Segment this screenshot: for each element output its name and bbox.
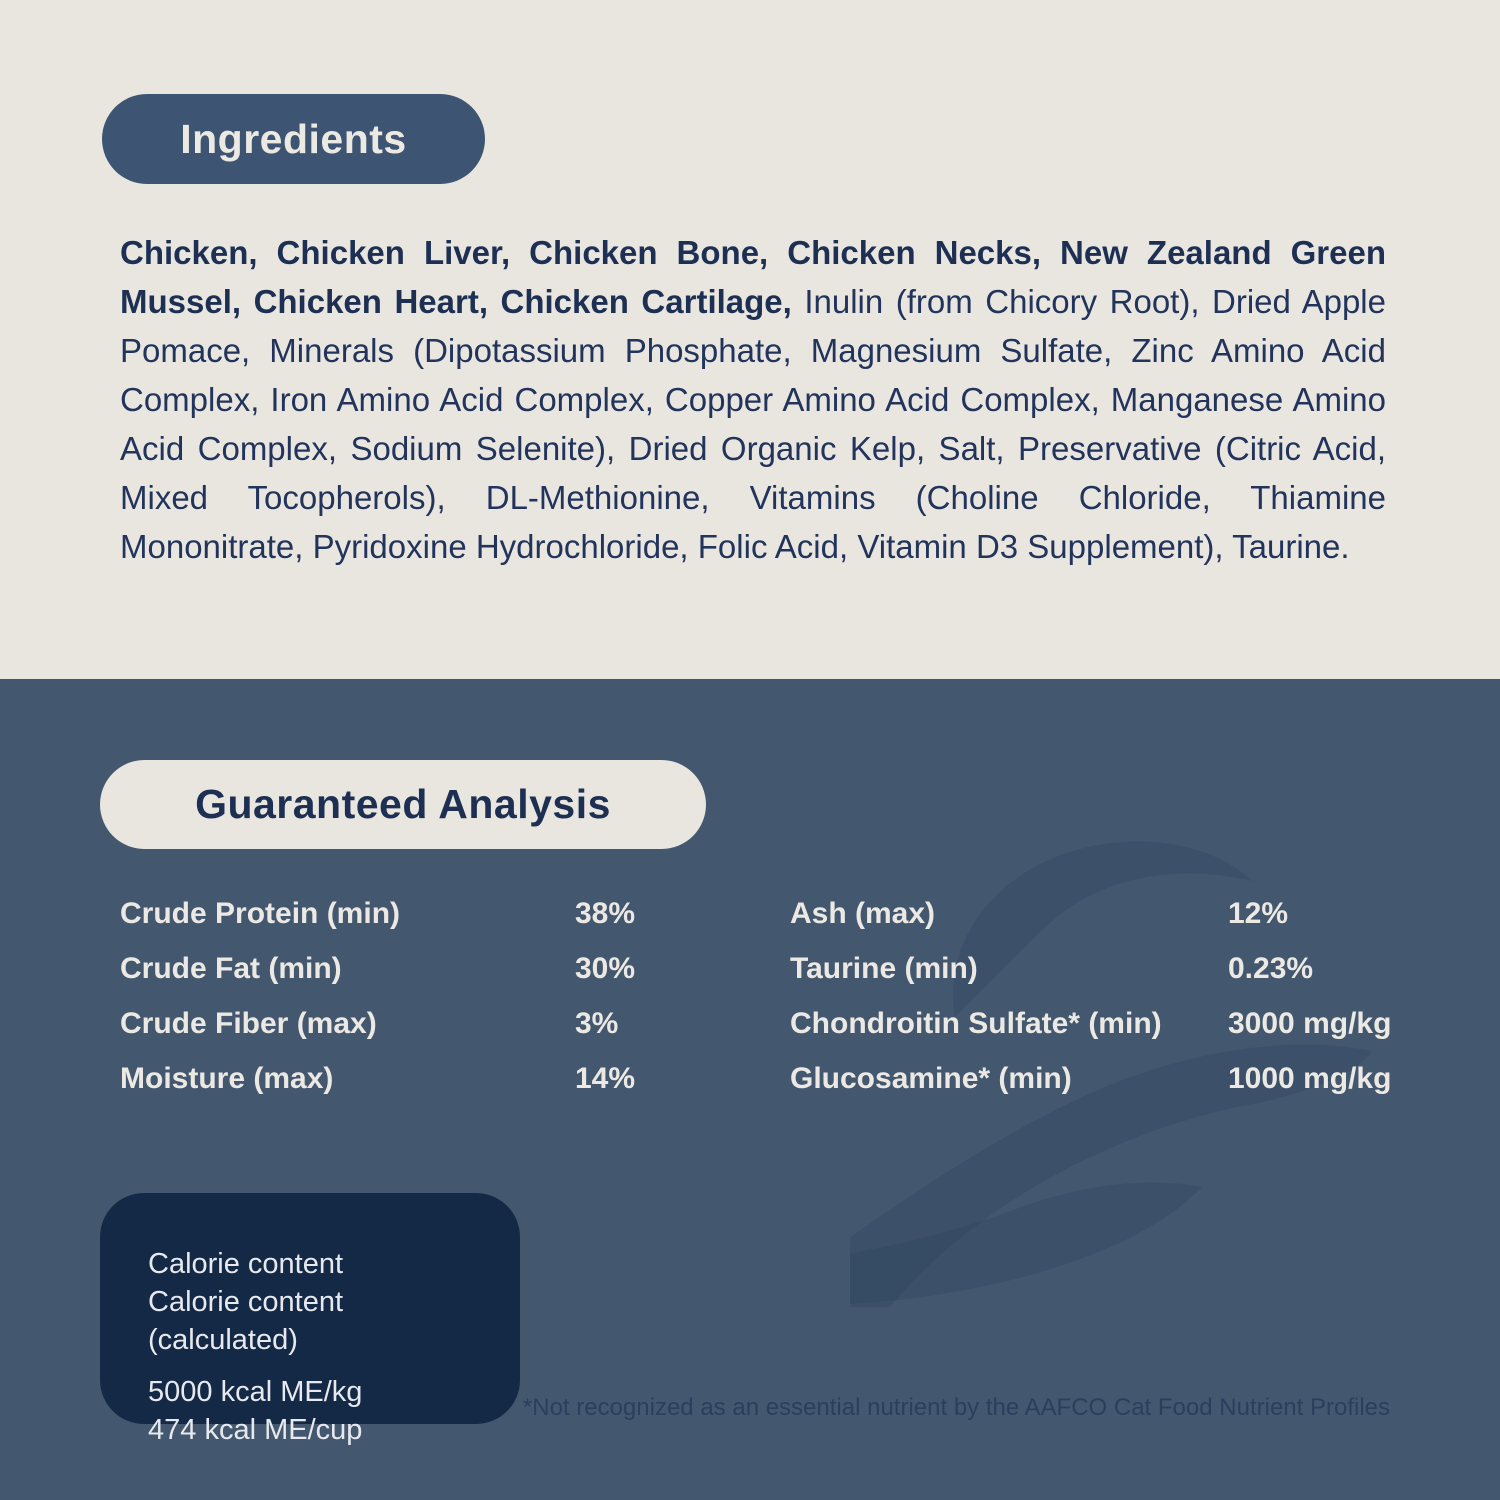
analysis-row-crude-fat bbox=[120, 952, 740, 983]
analysis-label: Chondroitin Sulfate* (min) bbox=[790, 1007, 1162, 1040]
analysis-value: 38% bbox=[575, 897, 636, 930]
analysis-label: Moisture (max) bbox=[120, 1062, 334, 1095]
analysis-row-ash bbox=[790, 897, 1430, 928]
analysis-row-taurine bbox=[790, 952, 1430, 983]
analysis-row-chondroitin bbox=[790, 1007, 1430, 1038]
analysis-value: 1000 mg/kg bbox=[1228, 1062, 1392, 1095]
aafco-footnote: *Not recognized as an essential nutrient by the AAFCO Cat Food Nutrient Profiles bbox=[522, 1394, 1390, 1421]
analysis-column-left bbox=[120, 897, 740, 1117]
analysis-label: Crude Fiber (max) bbox=[120, 1007, 377, 1040]
analysis-label: Taurine (min) bbox=[790, 952, 978, 985]
calorie-content-box bbox=[100, 1193, 520, 1446]
ingredients-badge bbox=[102, 94, 485, 184]
ingredients-paragraph bbox=[120, 228, 1386, 571]
analysis-row-crude-fiber bbox=[120, 1007, 740, 1038]
analysis-row-glucosamine bbox=[790, 1062, 1430, 1093]
analysis-row-crude-protein bbox=[120, 897, 740, 928]
analysis-value: 0.23% bbox=[1228, 952, 1314, 985]
ingredients-primary-bold-text: Chicken, Chicken Liver, Chicken Bone, Chicken Necks, New Zealand Green Mussel, Chicken Heart, Chicken Cartilage, bbox=[120, 234, 1386, 320]
calorie-title-line2: Calorie content (calculated) bbox=[148, 1286, 344, 1356]
ingredients-section bbox=[0, 0, 1500, 679]
analysis-value: 12% bbox=[1228, 897, 1289, 930]
analysis-label: Crude Fat (min) bbox=[120, 952, 342, 985]
analysis-value: 14% bbox=[575, 1062, 636, 1095]
analysis-value: 3000 mg/kg bbox=[1228, 1007, 1392, 1040]
analysis-column-right bbox=[790, 897, 1430, 1117]
analysis-label: Glucosamine* (min) bbox=[790, 1062, 1072, 1095]
calorie-title-line1: Calorie content bbox=[148, 1248, 344, 1280]
analysis-row-moisture bbox=[120, 1062, 740, 1093]
guaranteed-analysis-badge bbox=[100, 760, 706, 849]
analysis-label: Crude Protein (min) bbox=[120, 897, 401, 930]
calorie-value-kg: 5000 kcal ME/kg bbox=[148, 1376, 363, 1408]
guaranteed-analysis-badge-label: Guaranteed Analysis bbox=[195, 781, 611, 827]
analysis-value: 30% bbox=[575, 952, 636, 985]
analysis-value: 3% bbox=[575, 1007, 619, 1040]
analysis-label: Ash (max) bbox=[790, 897, 936, 930]
guaranteed-analysis-section bbox=[0, 679, 1500, 1500]
ingredients-badge-label: Ingredients bbox=[180, 115, 407, 162]
ingredients-secondary-text: Inulin (from Chicory Root), Dried Apple Pomace, Minerals (Dipotassium Phosphate, Magnesium Sulfate, Zinc Amino Acid Complex, Iron Amino Acid Complex, Copper Amino Acid Complex, Manganese Amino Acid Complex, Sodium Selenite), Dried Organic Kelp, Salt, Preservative (Citric Acid, Mixed Tocopherols), DL-Methionine, Vitamins (Choline Chloride, Thiamine Mononitrate, Pyridoxine Hydrochloride, Folic Acid, Vitamin D3 Supplement), Taurine. bbox=[120, 283, 1386, 565]
wave-bottom-swoosh bbox=[850, 1182, 1202, 1305]
calorie-value-cup: 474 kcal ME/cup bbox=[148, 1414, 363, 1446]
